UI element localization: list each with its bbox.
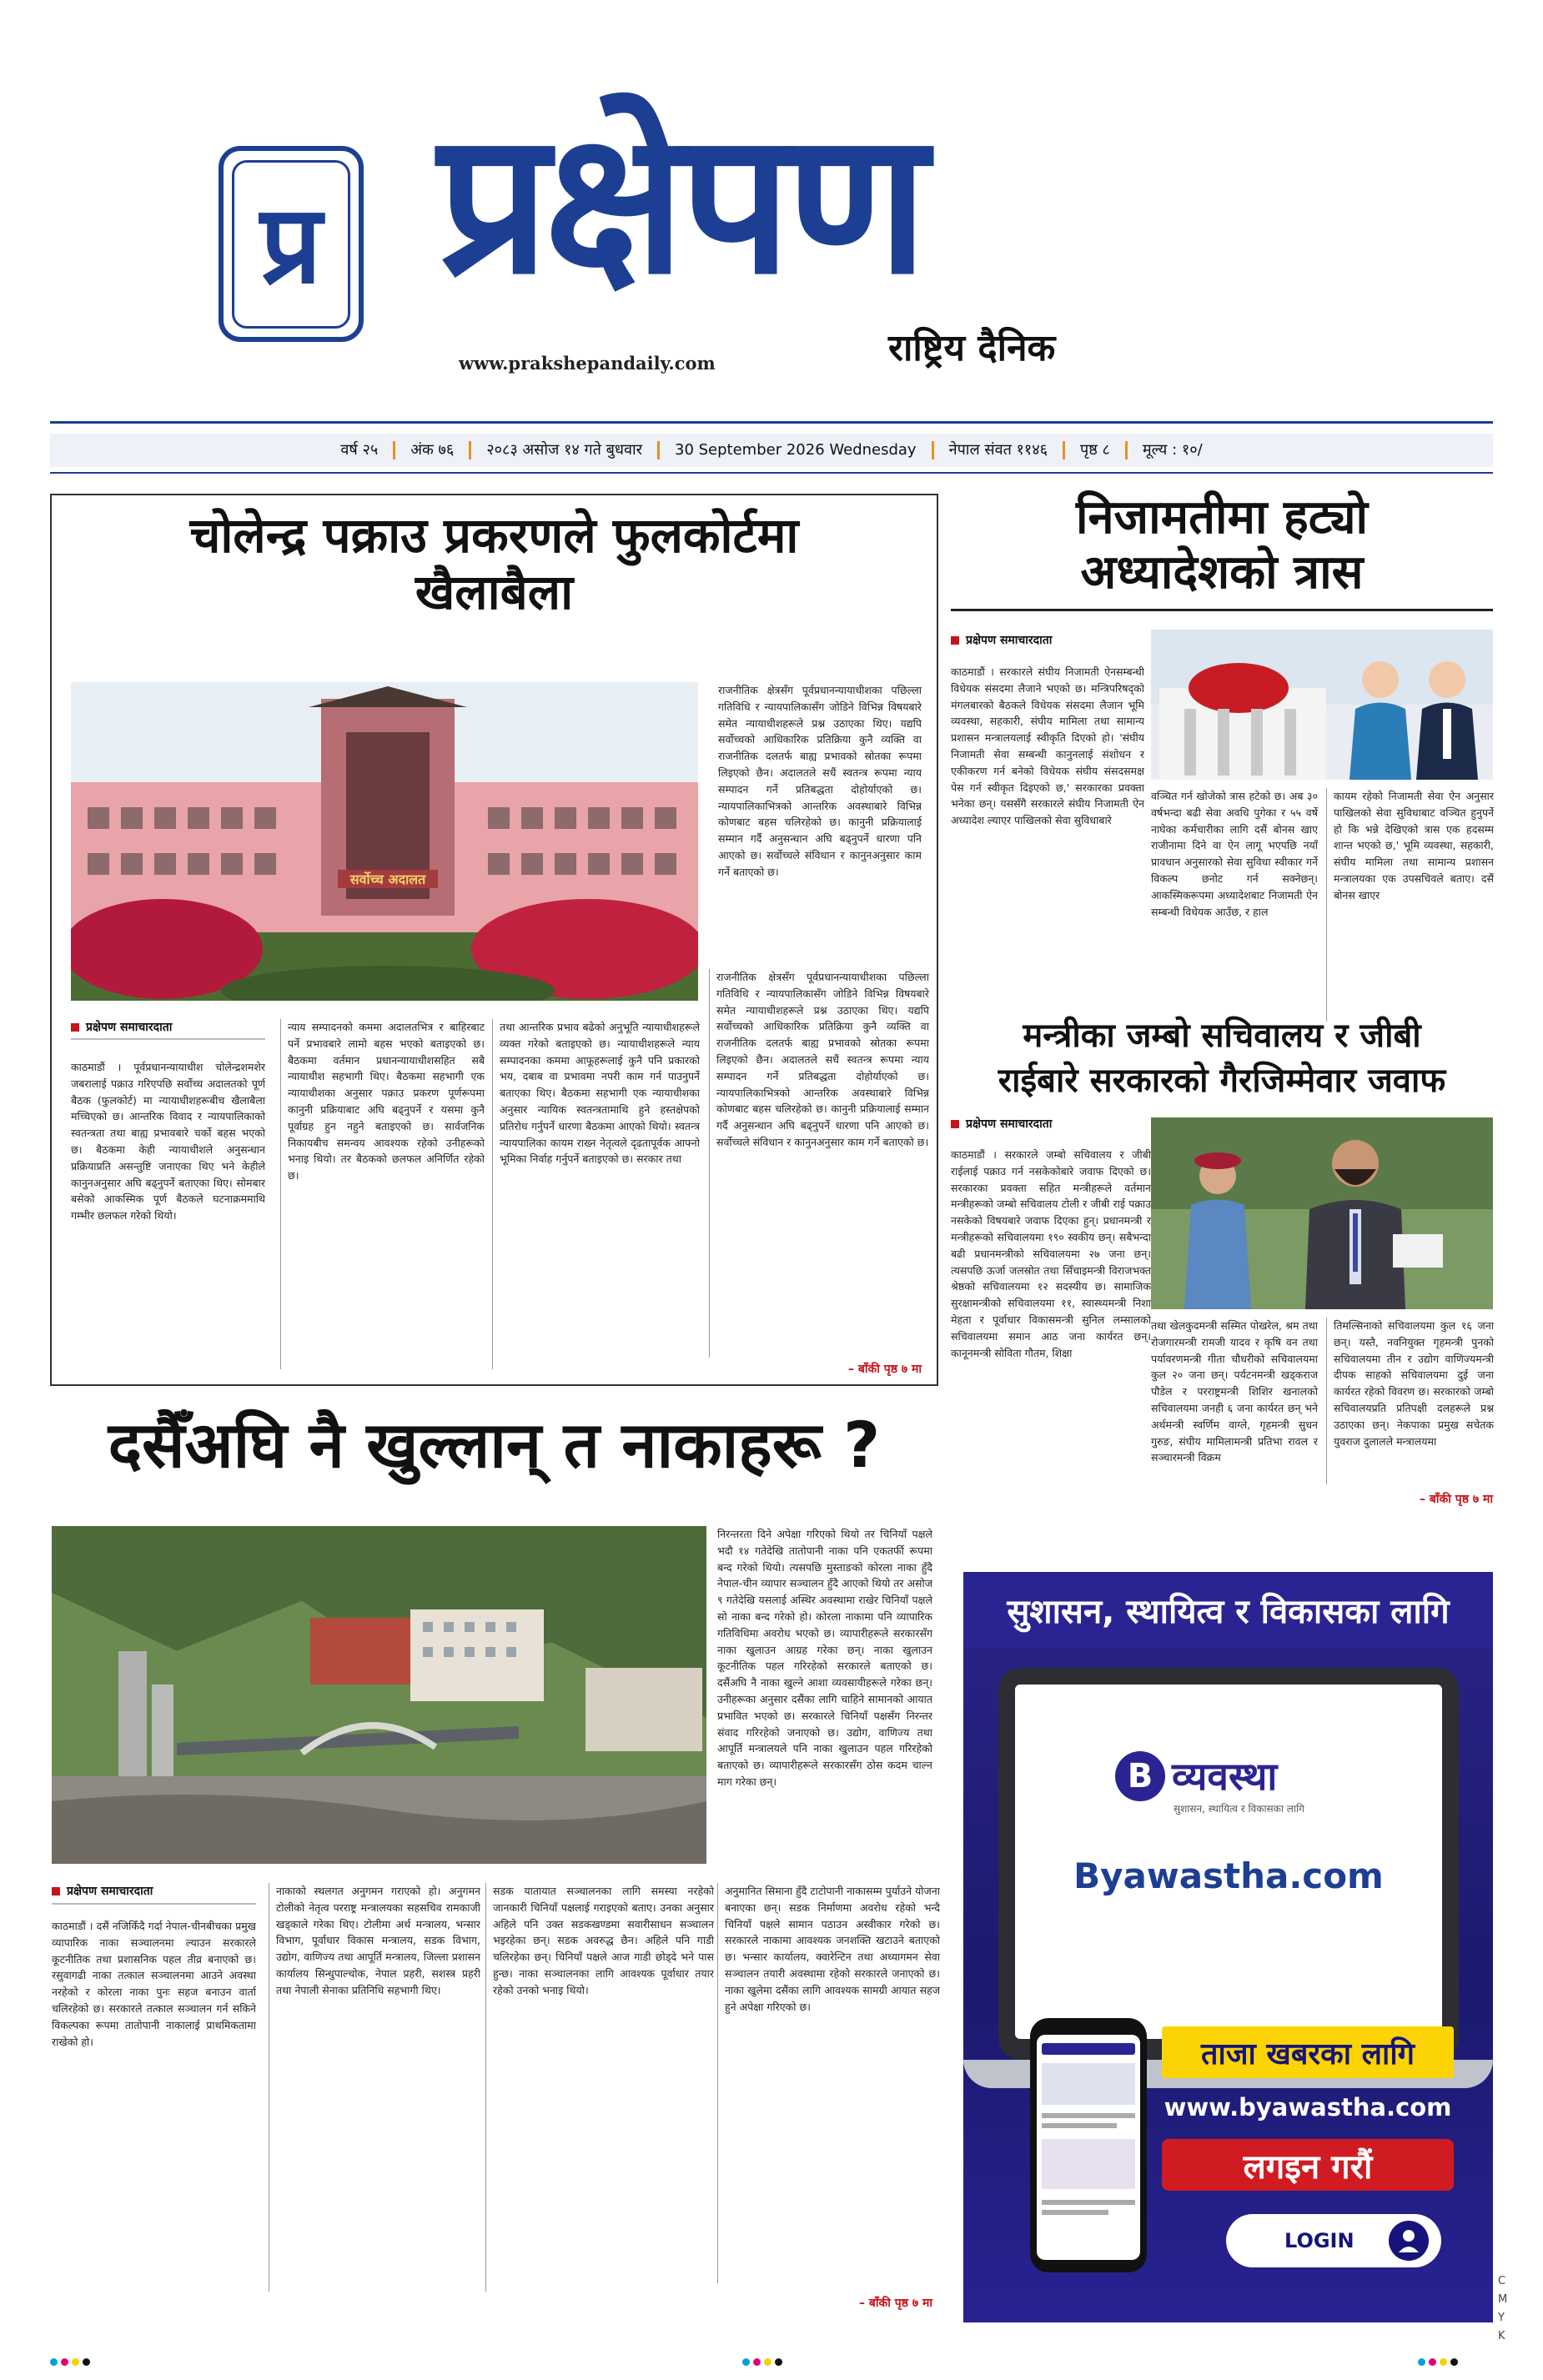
story4-col2: नाकाको स्थलगत अनुगमन गराएको हो। अनुगमन टोलीको नेतृत्व परराष्ट्र मन्त्रालयका सहसचिव रामकाजी खड्काले गरेका थिए। टोलीमा अर्थ मन्त्रालय, भन्सार विभाग, पूर्वाधार विकास मन्त्रालय, सडक विभाग, उद्योग, वाणिज्य तथा आपूर्ति मन्त्रालय, जिल्ला प्रशासन कार्यालय सिन्धुपाल्चोक, नेपाल प्रहरी, सशस्त्र प्रहरी तथा नेपाली सेनाका प्रतिनिधि सहभागी थिए। — [269, 1883, 480, 2292]
story2-headline[interactable] — [951, 490, 1493, 600]
masthead-rule — [50, 421, 1493, 424]
infobar-rule — [50, 472, 1493, 474]
print-color-dots-center — [742, 2353, 786, 2369]
ad-laptop-screen — [1015, 1685, 1442, 2039]
ad-brand-tag: सुशासन, स्थायित्व र विकासका लागि — [1174, 1803, 1304, 1815]
ad-phone-line — [1042, 2210, 1108, 2215]
masthead-website[interactable]: www.prakshepandaily.com — [459, 353, 716, 374]
story3-headline[interactable] — [951, 1013, 1493, 1103]
info-price: मूल्य : १०/ — [1142, 441, 1203, 459]
story4-continued[interactable]: – बाँकी पृष्ठ ७ मा — [859, 2297, 932, 2310]
story1-byline-rule — [71, 1038, 265, 1040]
print-color-dots-right — [1418, 2353, 1461, 2369]
story3-col3: तिमल्सिनाको सचिवालयमा कुल १६ जना छन्। यस्तै, नवनियुक्त गृहमन्त्री पुनको सचिवालयमा तीन र उद्योग वाणिज्यमन्त्री दीपक साहको सचिवालयमा दुई जना कार्यरत रहेको विवरण छ। सरकारको जम्बो सचिवालयप्रति प्रतिपक्षी दलहरूले प्रश्न उठाएका छन्। नेकपाका प्रमुख सचेतक युवराज दुलालले मन्त्रालयमा — [1326, 1318, 1494, 1484]
info-nepal-samvat: नेपाल संवत ११४६ — [934, 441, 1065, 459]
info-date-en: 30 September 2026 Wednesday — [660, 441, 934, 459]
story1-continued[interactable]: – बाँकी पृष्ठ ७ मा — [848, 1363, 922, 1376]
story4-byline: प्रक्षेपण समाचारदाता — [52, 1883, 153, 1899]
story2-headline-line2: अध्यादेशको त्रास — [1080, 545, 1364, 600]
story1-byline: प्रक्षेपण समाचारदाता — [71, 1019, 172, 1035]
print-registration-marks: C M Y K — [1498, 2275, 1508, 2342]
info-date-np: २०८३ असोज १४ गते बुधवार — [471, 441, 660, 459]
story1-col1-continued: राजनीतिक क्षेत्रसँग पूर्वप्रधानन्यायाधीशका पछिल्ला गतिविधि र न्यायपालिकासँग जोडिने विभिन्न विषयबारे समेत न्यायाधीशहरूले प्रश्न उठाएका थिए। यद्यपि सर्वोच्चको आधिकारिक प्रतिक्रिया कुनै व्यक्ति वा राजनीतिक दलतर्फ बाह्य प्रभावको स्रोतका रूपमा लिइएको छैन। अदालतले सधैं स्वतन्त्र रूपमा न्याय सम्पादन गर्ने प्रतिबद्धता दोहोर्याएको छ। न्यायपालिकाभित्रको आन्तरिक अवस्थाबारे विभिन्न कोणबाट बहस चलिरहेको छ। कानुनी प्रक्रियालाई सम्मान गर्दै अनुसन्धान अघि बढ्नुपर्ने धारणा पनि आएको छ। सर्वोच्चले संविधान र कानुनअनुसार काम गर्ने बताएको छ। — [709, 969, 929, 1358]
story4-photo-border-point — [52, 1526, 706, 1864]
ad-phone-line — [1042, 2123, 1117, 2128]
story3-headline-line1: मन्त्रीका जम्बो सचिवालय र जीबी — [1023, 1017, 1421, 1055]
story4-byline-rule — [52, 1903, 256, 1905]
masthead-title: प्रक्षेपण — [438, 90, 923, 318]
story4-col3: सडक यातायात सञ्चालनका लागि समस्या नरहेको जानकारी चिनियाँ पक्षलाई गराइएको बताए। उनका अनुसार अहिले पनि उक्त सडकखण्डमा सवारीसाधन सञ्चालन भइरहेका छन्। सडक अवरुद्ध छैन। अहिले पनि गाडी चलिरहेका छन्। चिनियाँ पक्षले आज गाडी छोड्दे भने पास हुन्छ। नाका सञ्चालनका लागि आवश्यक पूर्वाधार तयार रहेको उनको भनाइ थियो। — [485, 1883, 714, 2292]
story4-headline[interactable]: दसैँअघि नै खुल्लान् त नाकाहरू ? — [108, 1408, 881, 1482]
ad-login-button[interactable]: LOGIN — [1226, 2214, 1441, 2267]
ad-phone-news-block — [1042, 2139, 1135, 2189]
ad-url[interactable]: www.byawastha.com — [1164, 2093, 1452, 2121]
story2-headline-line1: निजामतीमा हट्यो — [1075, 490, 1369, 545]
story3-headline-line2: राईबारे सरकारको गैरजिम्मेवार जवाफ — [998, 1062, 1446, 1100]
print-color-dots-left — [50, 2353, 93, 2369]
story3-col1: काठमाडौं । सरकारले जम्बो सचिवालय र जीबी राईलाई पक्राउ गर्न नसकेकोबारे जवाफ दिएको छ। सरकारका प्रवक्ता सहित मन्त्रीहरूले वर्तमान मन्त्रीहरूको जम्बो सचिवालय टोली र जीबी राई पक्राउ नसकेको विषयबारे जवाफ दिएका हुन्। प्रधानमन्त्री र मन्त्रीहरूको सचिवालयमा १९० स्वकीय छन्। सबैभन्दा बढी प्रधानमन्त्रीको सचिवालयमा २७ जना छन्। त्यसपछि ऊर्जा जलस्रोत तथा सिँचाइमन्त्री विराजभक्त श्रेष्ठको सचिवालयमा १२ सदस्यीय छ। सामाजिक सुरक्षामन्त्रीको सचिवालयमा ११, स्वास्थ्यमन्त्री निशा मेहता र पूर्वाधार विकासमन्त्री सुनिल लम्सालको सचिवालयमा समान आठ जना कार्यरत छन्। कानूनमन्त्री सोविता गौतम, शिक्षा — [951, 1148, 1151, 1359]
info-page: पृष्ठ ८ — [1065, 441, 1128, 459]
story4-col1: काठमाडौं । दसैं नजिकिँदै गर्दा नेपाल-चीनबीचका प्रमुख व्यापारिक नाका सञ्चालनमा ल्याउन सरकारले कूटनीतिक तथा प्रशासनिक पहल तीव्र बनाएको छ। रसुवागढी नाका तत्काल सञ्चालनमा आउने अवस्था नरहेको र कोरला नाका पुनः सहज बनाउन वार्ता चलिरहेको छ। सरकारले तत्काल सञ्चालन गर्न सकिने विकल्पका रूपमा तातोपानी नाकालाई प्राथमिकतामा राखेको हो। — [52, 1920, 256, 2048]
ad-taaja-khabar: ताजा खबरका लागि — [1162, 2026, 1454, 2078]
story2-photo-officials — [1151, 630, 1493, 780]
ad-phone-line — [1042, 2113, 1135, 2118]
ad-phone-news-block — [1042, 2063, 1135, 2105]
story1-col4: तथा आन्तरिक प्रभाव बढेको अनुभूति न्यायाधीशहरूले व्यक्त गरेको बताइएको छ। न्यायाधीशहरूले न्याय सम्पादनका कममा आफूहरूलाई कुनै पनि प्रकारको भय, दबाब वा प्रभावमा नपरी काम गर्न पाउनुपर्ने बताएका थिए। बैठकमा सहभागी एक न्यायाधीशका अनुसार न्यायिक स्वतन्त्रतामाथि हुने हस्तक्षेपको प्रतिरोध गर्नुपर्ने धारणा बैठकमा आएको थियो। स्वतन्त्र न्यायपालिका कायम राख्न नेतृत्वले दृढतापूर्वक आफ्नो भूमिका निर्वाह गर्नुपर्ने बताइएको छ। सरकार तथा — [492, 1019, 700, 1369]
story3-photo-minister — [1151, 1117, 1493, 1309]
story1-col2: काठमाडौं । पूर्वप्रधानन्यायाधीश चोलेन्द्रशमशेर जबरालाई पक्राउ गरिएपछि सर्वोच्च अदालतको पूर्ण बैठक (फुलकोर्ट) मा न्यायाधीशहरूबीच खैलाबैला मच्चिएको छ। आन्तरिक विवाद र न्यायपालिकाको स्वतन्त्रता तथा बाह्य प्रभावबारे चर्को बहस भएको छ। बैठकमा केही न्यायाधीशले अनुसन्धान प्रक्रियाप्रति असन्तुष्टि जनाएका थिए भने केहीले कानुनअनुसार अघि बढ्नुपर्ने बताएका थिए। सोमबार बसेको आकस्मिक पूर्ण बैठकले घटनाक्रममाथि गम्भीर छलफल गरेको थियो। — [71, 1061, 265, 1223]
story4-right-col: निरन्तरता दिने अपेक्षा गरिएको थियो तर चिनियाँ पक्षले भदौ १४ गतेदेखि तातोपानी नाका पनि एकतर्फी रूपमा बन्द गरेको थियो। त्यसपछि मुस्ताङको कोरला नाका हुँदै नेपाल-चीन व्यापार सञ्चालन हुँदै आएको थियो तर असोज ९ गतेदेखि यसलाई अस्थिर अवस्थामा राखेर चिनियाँ पक्षले सो नाका बन्द गरेको हो। कोरला नाकामा पनि व्यापारिक गतिविधिमा अवरोध भएको छ। व्यापारीहरूले सरकारसँग नाका खुलाउन आग्रह गरेका छन्। नाका खुलाउन कूटनीतिक पहल गरिरहेको सरकारले बताएको छ। दसैंअघि नै नाका खुल्ने आशा व्यवसायीहरूले गरेका छन्। उनीहरूका अनुसार दसैंका लागि चाहिने सामानको आयात प्रभावित भएको छ। सरकारले चिनियाँ पक्षसँग निरन्तर संवाद गरिरहेको जनाएको छ। उद्योग, वाणिज्य तथा आपूर्ति मन्त्रालयले पनि नाका खुलाउन पहल गरिरहेको बताएको छ। व्यापारीहरूले सरकारसँग ठोस कदम चाल्न माग गरेका छन्। — [717, 1528, 932, 1788]
ad-login-np[interactable]: लगइन गरौं — [1162, 2139, 1454, 2191]
story3-col2: तथा खेलकुदमन्त्री सस्मित पोखरेल, श्रम तथा रोजगारमन्त्री रामजी यादव र कृषि वन तथा पर्यावरणमन्त्री गीता चौधरीको सचिवालयमा कुल २० जना छन्। पर्यटनमन्त्री खड्कराज पौडेल र परराष्ट्रमन्त्री शिशिर खनालको सचिवालयमा जनही ६ जना कार्यरत छन् भने अर्थमन्त्री स्वर्णिम वाग्ले, गृहमन्त्री सुधन गुरुङ, संघीय मामिलामन्त्री प्रतिभा रावल र सञ्चारमन्त्री विक्रम — [1151, 1319, 1318, 1464]
story1-photo-supreme-court — [71, 682, 698, 1001]
story3-byline: प्रक्षेपण समाचारदाता — [951, 1116, 1052, 1132]
ad-brand-en: Byawastha.com — [1073, 1855, 1384, 1896]
story1-col1: राजनीतिक क्षेत्रसँग पूर्वप्रधानन्यायाधीशका पछिल्ला गतिविधि र न्यायपालिकासँग जोडिने विभिन्न विषयबारे समेत न्यायाधीशहरूले प्रश्न उठाएका थिए। यद्यपि सर्वोच्चको आधिकारिक प्रतिक्रिया कुनै व्यक्ति वा राजनीतिक दलतर्फ बाह्य प्रभावको स्रोतका रूपमा लिइएको छैन। अदालतले सधैं स्वतन्त्र रूपमा न्याय सम्पादन गर्ने प्रतिबद्धता दोहोर्याएको छ। न्यायपालिकाभित्रको आन्तरिक अवस्थाबारे विभिन्न कोणबाट बहस चलिरहेको छ। कानुनी प्रक्रियालाई सम्मान गर्दै अनुसन्धान अघि बढ्नुपर्ने धारणा पनि आएको छ। सर्वोच्चले संविधान र कानुनअनुसार काम गर्ने बताएको छ। — [718, 684, 922, 878]
story2-byline: प्रक्षेपण समाचारदाता — [951, 632, 1052, 648]
story3-continued[interactable]: – बाँकी पृष्ठ ७ मा — [1420, 1493, 1493, 1506]
logo-glyph: प्र — [232, 160, 350, 329]
story2-col3: कायम रहेको निजामती सेवा ऐन अनुसार पाखिलको सेवा सुविधाबाट वञ्चित हुनुपर्ने हो कि भन्ने देखिएको त्रास एक हदसम्म शान्त भएको छ,' भूमि व्यवस्था, सहकारी, संघीय मामिला तथा सामान्य प्रशासन मन्त्रालयका एक उपसचिवले बताए। दसैं बोनस खाएर — [1326, 788, 1494, 1022]
story2-rule — [951, 609, 1493, 611]
story2-col1: काठमाडौं । सरकारले संघीय निजामती ऐनसम्बन्धी विधेयक संसदमा लैजाने भएको छ। मन्त्रिपरिषद्को मंगलबारको बैठकले विधेयक संसदमा लैजान भूमि व्यवस्था, सहकारी, संघीय मामिला तथा सामान्य प्रशासन मन्त्रालयलाई स्वीकृति दिएको हो। 'संघीय निजामती सेवा सम्बन्धी कानुनलाई संशोधन र एकीकरण गर्न बनेको विधेयक संघीय संसदसमक्ष पेस गर्न स्वीकृत दिइएको छ,' सरकारका प्रवक्ता भनेका छन्। यससँगै सरकारले संघीय निजामती ऐन अध्यादेश ल्याएर पाखिलको सेवा सुविधाबारे — [951, 665, 1144, 827]
photo-sign-text: सर्वोच्च अदालत — [349, 871, 426, 887]
masthead-tagline: राष्ट्रिय दैनिक — [888, 327, 1056, 369]
story1-headline-line2: खैलाबैला — [415, 564, 574, 621]
ad-phone-line — [1042, 2200, 1135, 2205]
story1-headline[interactable] — [67, 507, 922, 621]
user-icon — [1389, 2221, 1429, 2261]
ad-brand-np: व्यवस्था — [1172, 1754, 1278, 1799]
story4-col4: अनुमानित सिमाना हुँदै टाटोपानी नाकासम्म पुर्याउने योजना बनाएका छन्। सडक निर्माणमा अवरोध रहेको भन्दै चिनियाँ पक्षले सामान पठाउन अस्वीकार गरेको छ। सरकारले नाकामा आवश्यक जनशक्ति खटाउने बताएको छ। भन्सार कार्यालय, क्वारेन्टिन तथा अध्यागमन सेवा सञ्चालन तयारी अवस्थामा रहेको सरकारले जनाएको छ। नाका खुलेमा दसैंका लागि आवश्यक सामग्री आयात सहज हुने अपेक्षा गरिएको छ। — [717, 1883, 940, 2283]
info-year: वर्ष २५ — [325, 441, 395, 459]
masthead-logo — [219, 146, 364, 342]
story1-col3: न्याय सम्पादनको कममा अदालतभित्र र बाहिरबाट पर्ने प्रभावबारे लामो बहस भएको बताइएको छ। बैठकमा वर्तमान प्रधानन्यायाधीशसहित सबै न्यायाधीश सहभागी थिए। बैठकमा सहभागी एक न्यायाधीशका अनुसार पक्राउ प्रकरण पूर्णरूपमा कानुनी प्रक्रियाबाट अघि बढ्नुपर्ने र यसमा कुनै पूर्वाग्रह हुन नहुने बताइएको छ। सार्वजनिक निकायबीच समन्वय आवश्यक रहेको उनीहरूको भनाइ थियो। तर बैठकको छलफल अनिर्णित रहेको छ। — [280, 1019, 485, 1369]
edition-info-bar — [50, 434, 1493, 467]
byawastha-advertisement[interactable] — [963, 1572, 1493, 2322]
story2-col2: वञ्चित गर्न खोजेको त्रास हटेको छ। अब ३० वर्षभन्दा बढी सेवा अवधि पुगेका र ५५ वर्षे नाघेका कर्मचारीका लागि दसैं बोनस खाए राजीनामा दिने वा ऐन लागू भएपछि नयाँ प्रावधान अनुसारको सेवा सुविधा स्वीकार गर्ने विकल्प छनोट गर्न सक्नेछन्। आकस्मिकरूपमा अध्यादेशबाट निजामती ऐन सम्बन्धी विधेयक आउँछ, र हाल — [1151, 790, 1318, 918]
ad-heading: सुशासन, स्थायित्व र विकासका लागि — [963, 1572, 1493, 1647]
info-issue: अंक ७६ — [395, 441, 471, 459]
ad-phone-screen — [1037, 2035, 1140, 2260]
story1-headline-line1: चोलेन्द्र पक्राउ प्रकरणले फुलकोर्टमा — [189, 507, 799, 564]
ad-phone-header — [1042, 2043, 1135, 2055]
ad-brand-logo-icon: B — [1115, 1751, 1165, 1801]
